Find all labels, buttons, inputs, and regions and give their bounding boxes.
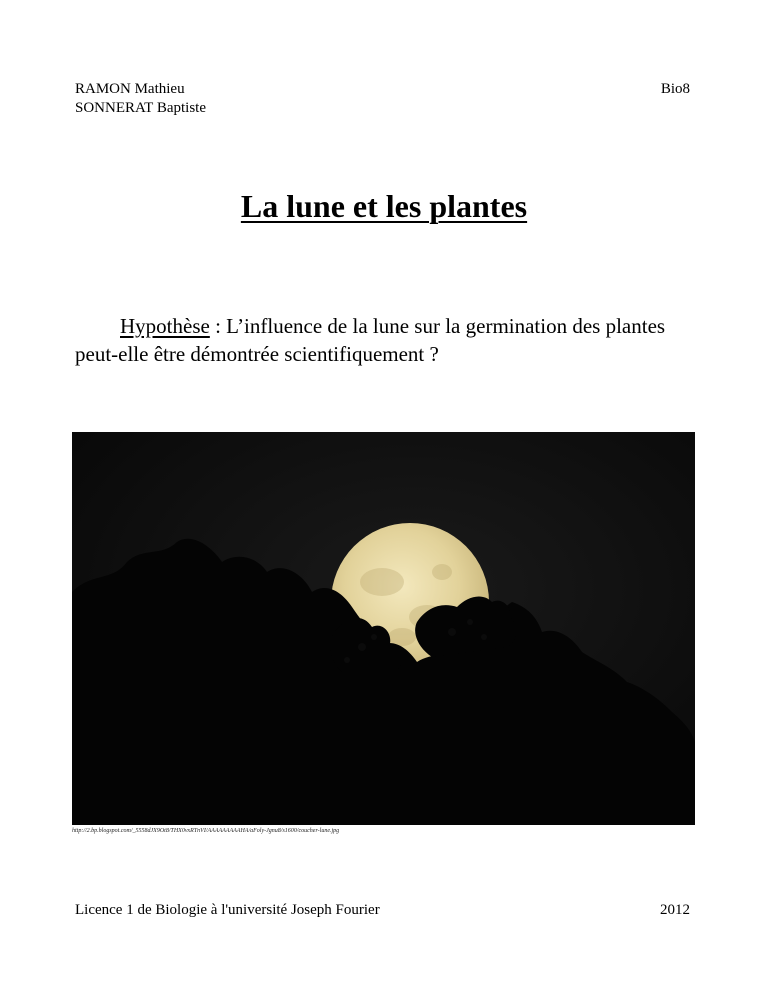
author-name: SONNERAT Baptiste bbox=[75, 100, 206, 116]
hypothesis-paragraph bbox=[75, 312, 705, 368]
moon-photo-illustration bbox=[72, 432, 695, 825]
hypothesis-text: : L’influence de la lune sur la germination des plantes peut-elle être démontrée scientifiquement ? bbox=[75, 314, 666, 366]
image-source-caption: http://2.bp.blogspot.com/_5558dJX9Ot8/THX0vxRTnVI/AAAAAAAAAHA/aFoly-Jgnu8/s1600/coucher-lune.jpg bbox=[72, 828, 340, 834]
year-footer: 2012 bbox=[660, 902, 690, 918]
author-name: RAMON Mathieu bbox=[75, 81, 185, 97]
course-code: Bio8 bbox=[660, 81, 690, 97]
document-title: La lune et les plantes bbox=[240, 188, 528, 224]
authors-block bbox=[75, 80, 206, 118]
institution-footer: Licence 1 de Biologie à l'université Joseph Fourier bbox=[75, 902, 380, 918]
hypothesis-label: Hypothèse bbox=[120, 314, 210, 338]
moon-photo bbox=[72, 432, 695, 825]
